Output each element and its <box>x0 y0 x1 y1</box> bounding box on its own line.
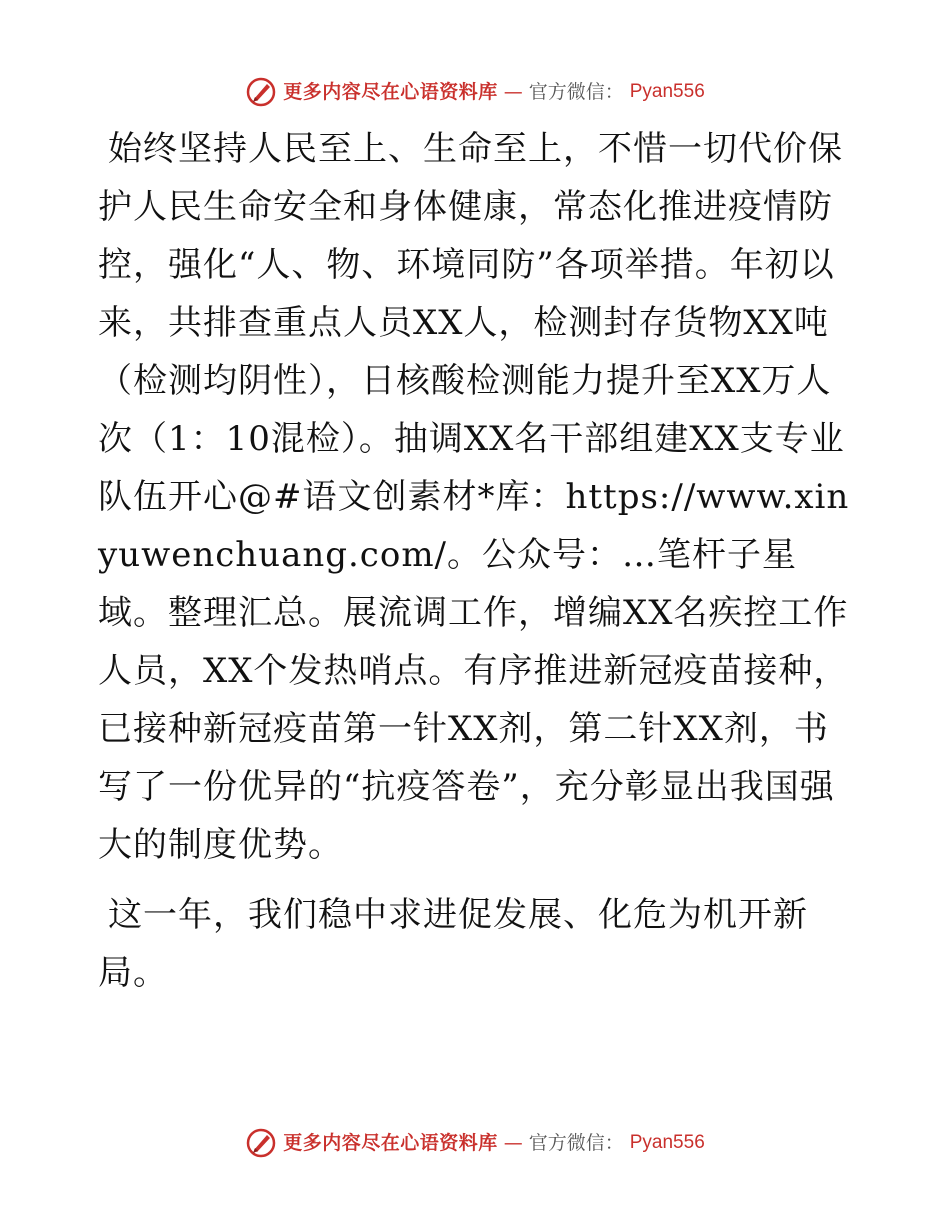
header-dash: — <box>503 81 523 103</box>
header-watermark-banner <box>0 76 950 108</box>
body-paragraph-2: 这一年，我们稳中求进促发展、化危为机开新局。 <box>98 895 808 993</box>
footer-dash: — <box>503 1132 523 1154</box>
quill-pen-logo-icon <box>245 76 277 108</box>
header-wechat-label: 官方微信： <box>528 81 624 103</box>
document-body <box>98 120 858 1002</box>
footer-wechat-label: 官方微信： <box>528 1132 624 1154</box>
footer-wechat-id: Pyan556 <box>629 1132 705 1153</box>
quill-pen-logo-icon <box>245 1127 277 1159</box>
header-wechat-id: Pyan556 <box>629 81 705 102</box>
header-brand-text: 更多内容尽在心语资料库 <box>283 81 498 103</box>
body-paragraph-1: 始终坚持人民至上、生命至上，不惜一切代价保护人民生命安全和身体健康，常态化推进疫情防控，强化“人、物、环境同防”各项举措。年初以来，共排查重点人员XX人，检测封存货物XX吨（检测均阴性），日核酸检测能力提升至XX万人次（1：10混检）。抽调XX名干部组建XX支专业队伍开心@#语文创素材*库：https://www.xinyuwenchuang.com/。公众号：…笔杆子星域。整理汇总。展流调工作，增编XX名疾控工作人员，XX个发热哨点。有序推进新冠疫苗接种，已接种新冠疫苗第一针XX剂，第二针XX剂，书写了一份优异的“抗疫答卷”，充分彰显出我国强大的制度优势。 <box>98 129 850 865</box>
footer-brand-text: 更多内容尽在心语资料库 <box>283 1132 498 1154</box>
footer-watermark-banner <box>0 1127 950 1159</box>
